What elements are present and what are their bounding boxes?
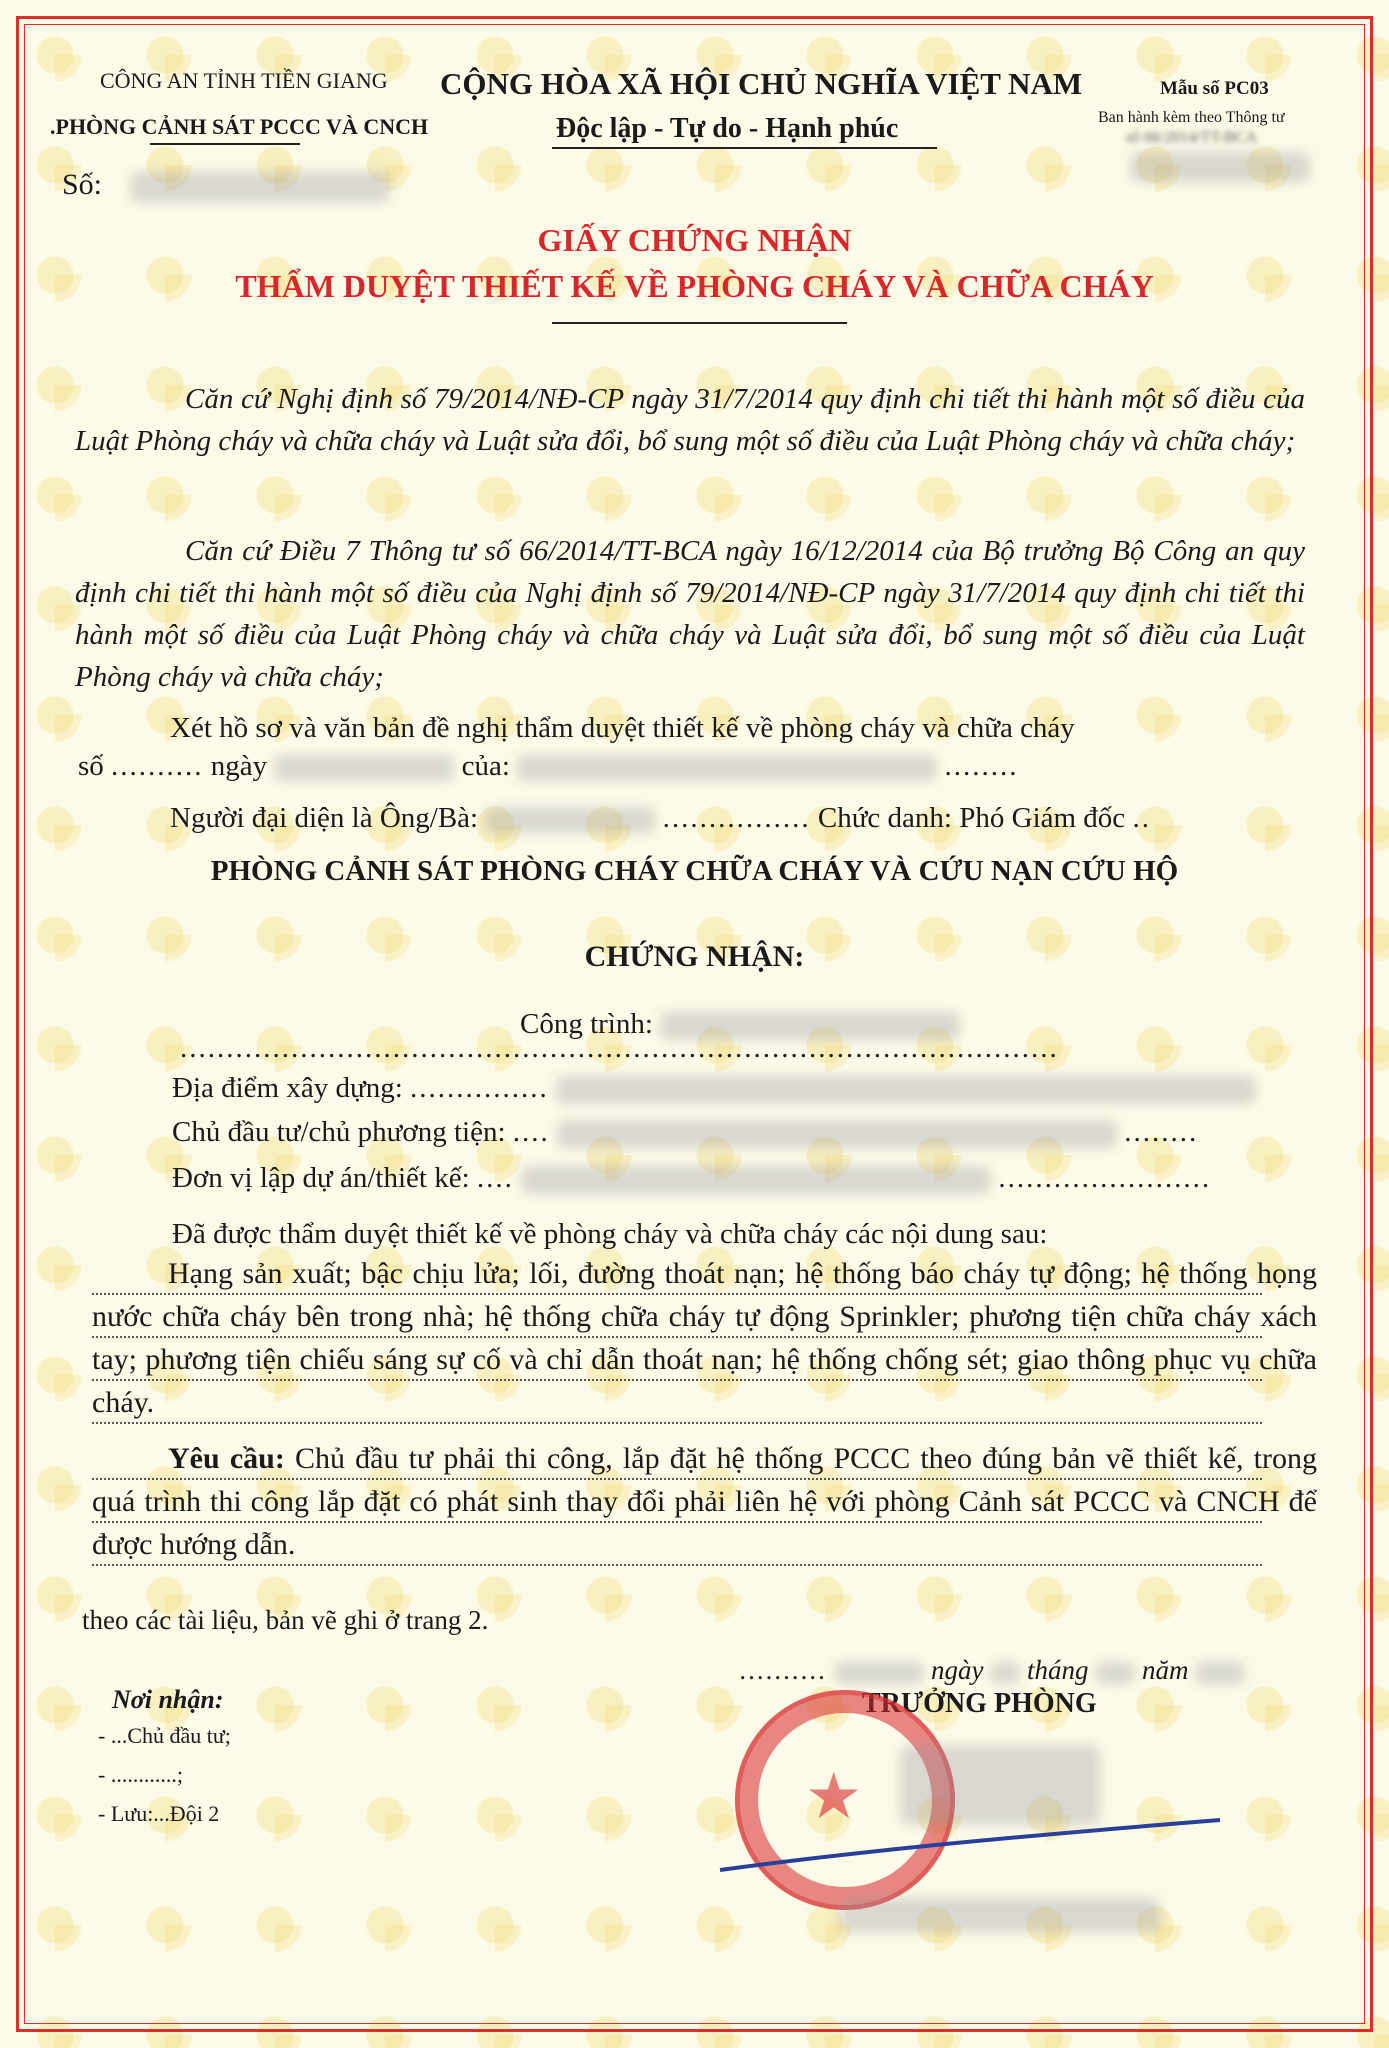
recipient-item: - Lưu:...Đội 2	[98, 1801, 220, 1826]
form-number: Mẫu số PC03	[1160, 78, 1269, 99]
redacted-signer-name	[840, 1898, 1160, 1932]
position-value: Phó Giám đốc	[959, 802, 1126, 834]
work-label: Công trình:	[520, 1008, 653, 1040]
recipient-item: - ............;	[98, 1762, 183, 1787]
redacted-number	[130, 172, 390, 202]
redacted-owner	[557, 1120, 1117, 1148]
recipients-label: Nơi nhận:	[112, 1685, 224, 1714]
recipient-item: - ...Chủ đầu tư;	[98, 1723, 231, 1748]
title-underline	[552, 322, 847, 324]
site-row	[172, 1072, 1256, 1105]
requirement-block	[92, 1437, 1317, 1566]
redacted-date	[274, 755, 454, 781]
designer-dots: ....	[476, 1162, 514, 1194]
redacted-site	[556, 1076, 1256, 1104]
date-month-label: tháng	[1026, 1655, 1089, 1685]
certificate-title: GIẤY CHỨNG NHẬN	[537, 222, 852, 258]
motto-underline	[552, 147, 937, 149]
site-dots: ...............	[410, 1072, 549, 1104]
redacted-year	[1195, 1662, 1245, 1684]
number-label: Số:	[62, 168, 103, 201]
nation-motto: Độc lập - Tự do - Hạnh phúc	[556, 113, 899, 144]
work-dots: ...............................................................................................	[180, 1032, 1059, 1064]
owner-row	[172, 1116, 1198, 1149]
position-label: Chức danh:	[817, 802, 952, 834]
legal-basis-1: Căn cứ Nghị định số 79/2014/NĐ-CP ngày 31/7/2014 quy định chi tiết thi hành một số điều của Luật Phòng cháy và chữa cháy và Luật sửa đổi, bổ sung một số điều của Luật Phòng cháy và chữa cháy;	[75, 383, 1305, 457]
form-basis	[1098, 108, 1285, 148]
position-dots: ..	[1132, 802, 1151, 834]
form-basis-line1: Ban hành kèm theo Thông tư	[1098, 109, 1285, 126]
approved-items: Hạng sản xuất; bậc chịu lửa; lối, đường thoát nạn; hệ thống báo cháy tự động; hệ thống họng nước chữa cháy bên trong nhà; hệ thống chữa cháy tự động Sprinkler; phương tiện chữa cháy xách tay; phương tiện chiếu sáng sự cố và chỉ dẫn thoát nạn; hệ thống chống sét; giao thông phục vụ chữa cháy.	[92, 1257, 1317, 1419]
representative-row	[170, 802, 1151, 835]
redacted-rep-name	[485, 807, 655, 833]
nation-name: CỘNG HÒA XÃ HỘI CHỦ NGHĨA VIỆT NAM	[440, 66, 1083, 101]
date-prefix: ..........	[740, 1655, 828, 1685]
redacted-place	[834, 1662, 924, 1684]
designer-trailing: .......................	[998, 1162, 1212, 1194]
owner-trailing: ........	[1124, 1116, 1199, 1148]
rep-label: Người đại diện là Ông/Bà:	[170, 802, 479, 834]
certificate-subtitle: THẨM DUYỆT THIẾT KẾ VỀ PHÒNG CHÁY VÀ CHỮA CHÁY	[235, 268, 1154, 304]
certify-heading: CHỨNG NHẬN:	[584, 940, 805, 973]
owner-dots: ....	[512, 1116, 550, 1148]
trailing-dots: ........	[944, 750, 1019, 782]
requirement-label: Yêu cầu:	[168, 1442, 285, 1475]
redacted-month	[1095, 1662, 1135, 1684]
rep-dots: ................	[662, 802, 811, 834]
department-name: .PHÒNG CẢNH SÁT PCCC VÀ CNCH	[50, 114, 429, 139]
issue-date	[740, 1655, 1245, 1686]
approved-intro: Đã được thẩm duyệt thiết kế về phòng cháy và chữa cháy các nội dung sau:	[172, 1218, 1048, 1250]
attachments-note: theo các tài liệu, bản vẽ ghi ở trang 2.	[82, 1605, 489, 1635]
form-basis-line2: số 66/2014/TT-BCA	[1125, 129, 1257, 146]
agency-underline	[150, 143, 300, 145]
head-title: TRƯỞNG PHÒNG	[862, 1688, 1097, 1719]
redacted-company	[517, 755, 937, 781]
so-dots: ..........	[111, 750, 204, 782]
so-label: số	[78, 750, 104, 782]
issuing-department: PHÒNG CẢNH SÁT PHÒNG CHÁY CHỮA CHÁY VÀ CỨU NẠN CỨU HỘ	[210, 855, 1179, 887]
redacted-day	[990, 1662, 1020, 1684]
date-day-label: ngày	[931, 1655, 984, 1685]
dossier-number-row	[78, 750, 1018, 783]
designer-label: Đơn vị lập dự án/thiết kế:	[172, 1162, 470, 1194]
date-label: ngày	[210, 750, 268, 782]
owner-label: Chủ đầu tư/chủ phương tiện:	[172, 1116, 506, 1148]
site-label: Địa điểm xây dựng:	[172, 1072, 403, 1104]
designer-row	[172, 1162, 1211, 1195]
redacted-ref	[1130, 152, 1310, 182]
date-year-label: năm	[1142, 1655, 1189, 1685]
requirement-text: Chủ đầu tư phải thi công, lắp đặt hệ thống PCCC theo đúng bản vẽ thiết kế, trong quá trình thi công lắp đặt có phát sinh thay đổi phải liên hệ với phòng Cảnh sát PCCC và CNCH để được hướng dẫn.	[92, 1442, 1317, 1561]
agency-name: CÔNG AN TỈNH TIỀN GIANG	[100, 68, 388, 93]
redacted-signature	[900, 1745, 1100, 1825]
seal-star-icon: ★	[805, 1761, 863, 1832]
redacted-designer	[521, 1166, 991, 1194]
dossier-review-text: Xét hồ sơ và văn bản đề nghị thẩm duyệt thiết kế về phòng cháy và chữa cháy	[170, 712, 1075, 744]
of-label: của:	[461, 750, 510, 782]
legal-basis-2: Căn cứ Điều 7 Thông tư số 66/2014/TT-BCA ngày 16/12/2014 của Bộ trưởng Bộ Công an quy định chi tiết thi hành một số điều của Nghị định số 79/2014/NĐ-CP ngày 31/7/2014 quy định chi tiết thi hành một số điều của Luật Phòng cháy và chữa cháy và Luật sửa đổi, bổ sung một số điều của Luật Phòng cháy và chữa cháy;	[75, 535, 1305, 693]
